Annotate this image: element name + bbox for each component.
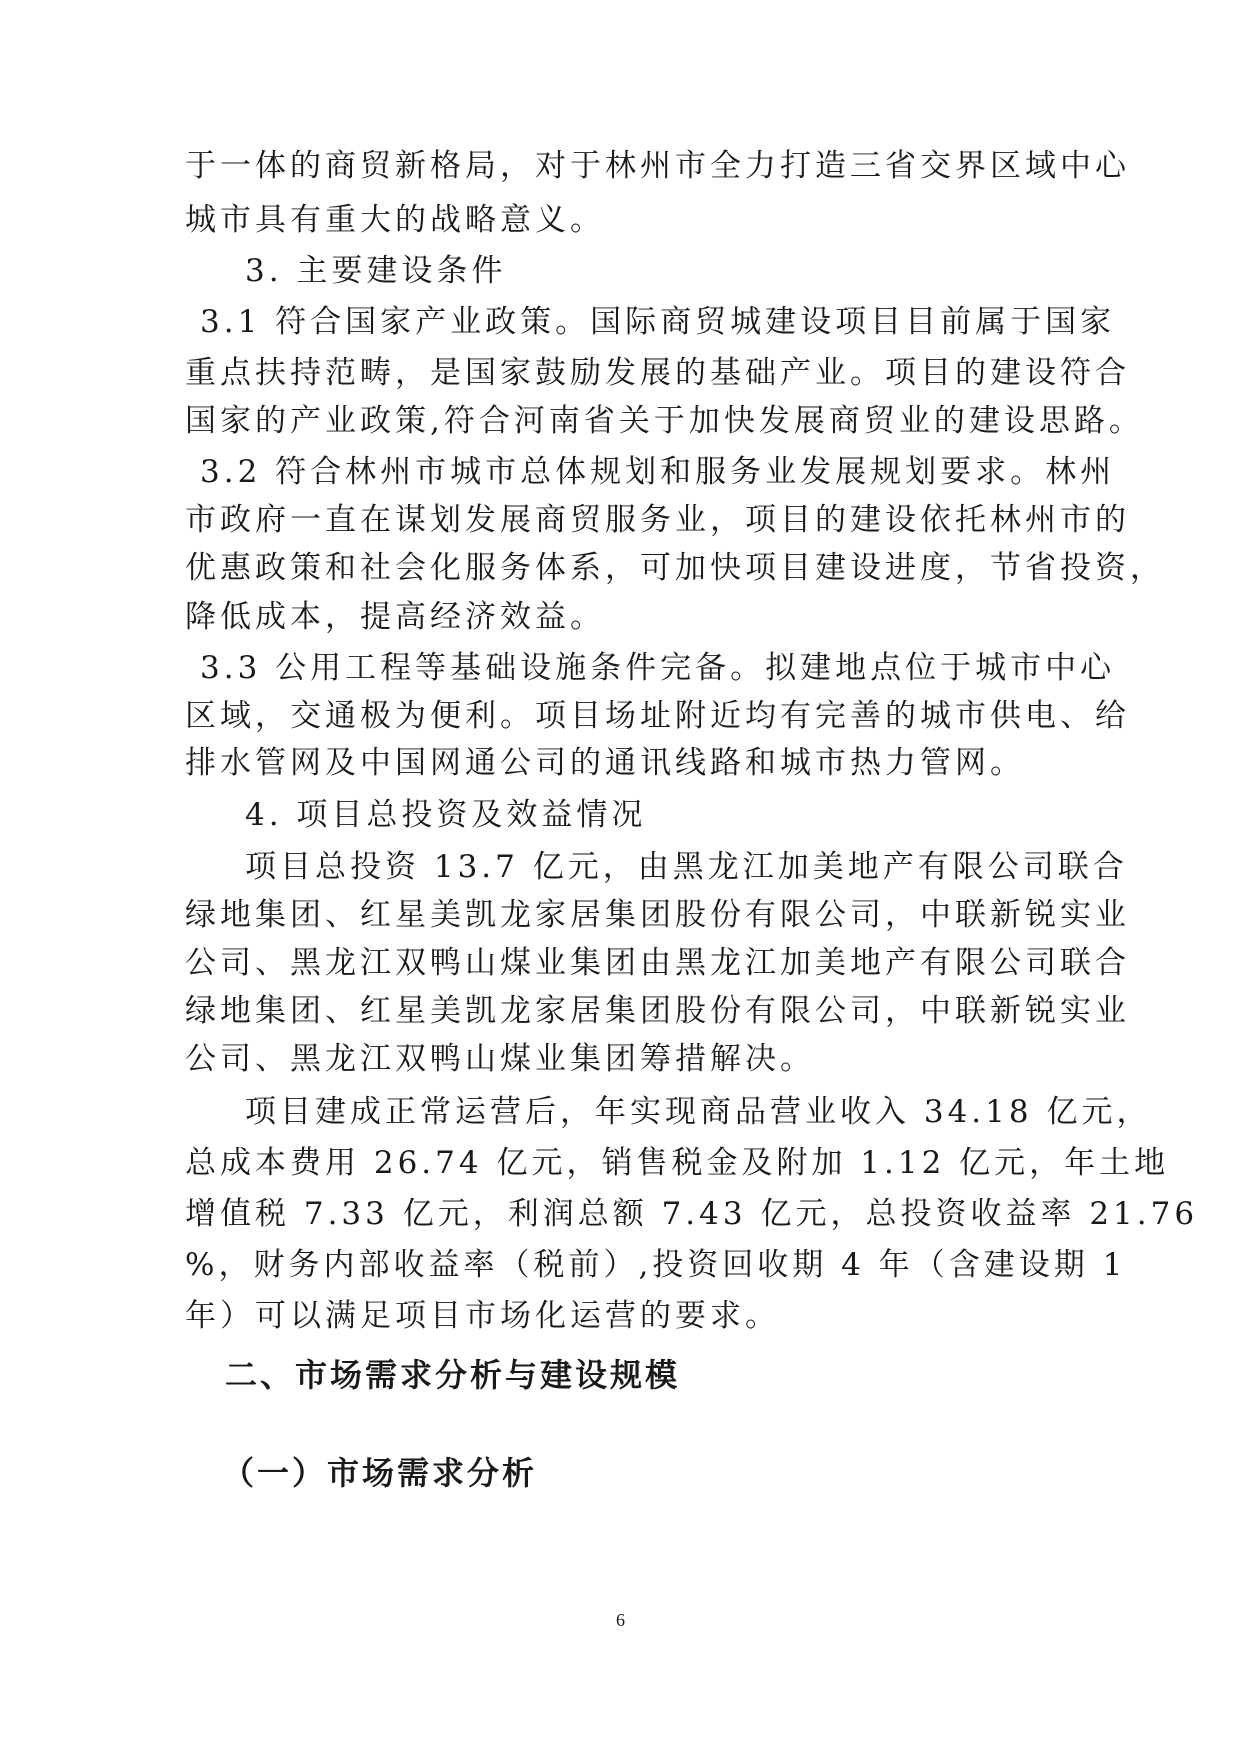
- page-number: 6: [616, 1610, 625, 1630]
- body-text-line: 公司、黑龙江双鸭山煤业集团筹措解决。: [185, 1041, 815, 1077]
- body-text-line: 项目总投资 13.7 亿元，由黑龙江加美地产有限公司联合: [245, 849, 1128, 885]
- body-text-line: 项目建成正常运营后，年实现商品营业收入 34.18 亿元，: [245, 1094, 1152, 1130]
- body-text-line: 公司、黑龙江双鸭山煤业集团由黑龙江加美地产有限公司联合: [185, 945, 1130, 981]
- section-subheading: 3. 主要建设条件: [245, 253, 507, 289]
- body-text-line: 国家的产业政策,符合河南省关于加快发展商贸业的建设思路。: [185, 403, 1144, 439]
- body-text-line: 总成本费用 26.74 亿元，销售税金及附加 1.12 亿元，年土地: [185, 1145, 1170, 1181]
- body-text-line: 市政府一直在谋划发展商贸服务业，项目的建设依托林州市的: [185, 502, 1130, 538]
- body-text-line: 3.3 公用工程等基础设施条件完备。拟建地点位于城市中心: [200, 650, 1116, 686]
- body-text-line: 3.1 符合国家产业政策。国际商贸城建设项目目前属于国家: [200, 304, 1116, 340]
- body-text-line: 降低成本，提高经济效益。: [185, 599, 605, 635]
- body-text-line: 城市具有重大的战略意义。: [185, 202, 605, 238]
- body-text-line: 区域，交通极为便利。项目场址附近均有完善的城市供电、给: [185, 698, 1130, 734]
- section-subheading: 4. 项目总投资及效益情况: [245, 797, 647, 833]
- body-text-line: 排水管网及中国网通公司的通讯线路和城市热力管网。: [185, 745, 1025, 781]
- body-text-line: %，财务内部收益率（税前）,投资回收期 4 年（含建设期 1: [185, 1247, 1127, 1283]
- body-text-line: 于一体的商贸新格局，对于林州市全力打造三省交界区域中心: [185, 148, 1130, 184]
- body-text-line: 3.2 符合林州市城市总体规划和服务业发展规划要求。林州: [200, 454, 1116, 490]
- body-text-line: 年）可以满足项目市场化运营的要求。: [185, 1298, 780, 1334]
- body-text-line: 绿地集团、红星美凯龙家居集团股份有限公司，中联新锐实业: [185, 993, 1130, 1029]
- body-text-line: 绿地集团、红星美凯龙家居集团股份有限公司，中联新锐实业: [185, 897, 1130, 933]
- body-text-line: 增值税 7.33 亿元，利润总额 7.43 亿元，总投资收益率 21.76: [185, 1196, 1199, 1232]
- subsection-heading: （一）市场需求分析: [222, 1454, 538, 1492]
- section-heading: 二、市场需求分析与建设规模: [225, 1356, 681, 1394]
- body-text-line: 优惠政策和社会化服务体系，可加快项目建设进度，节省投资，: [185, 550, 1165, 586]
- body-text-line: 重点扶持范畴，是国家鼓励发展的基础产业。项目的建设符合: [185, 355, 1130, 391]
